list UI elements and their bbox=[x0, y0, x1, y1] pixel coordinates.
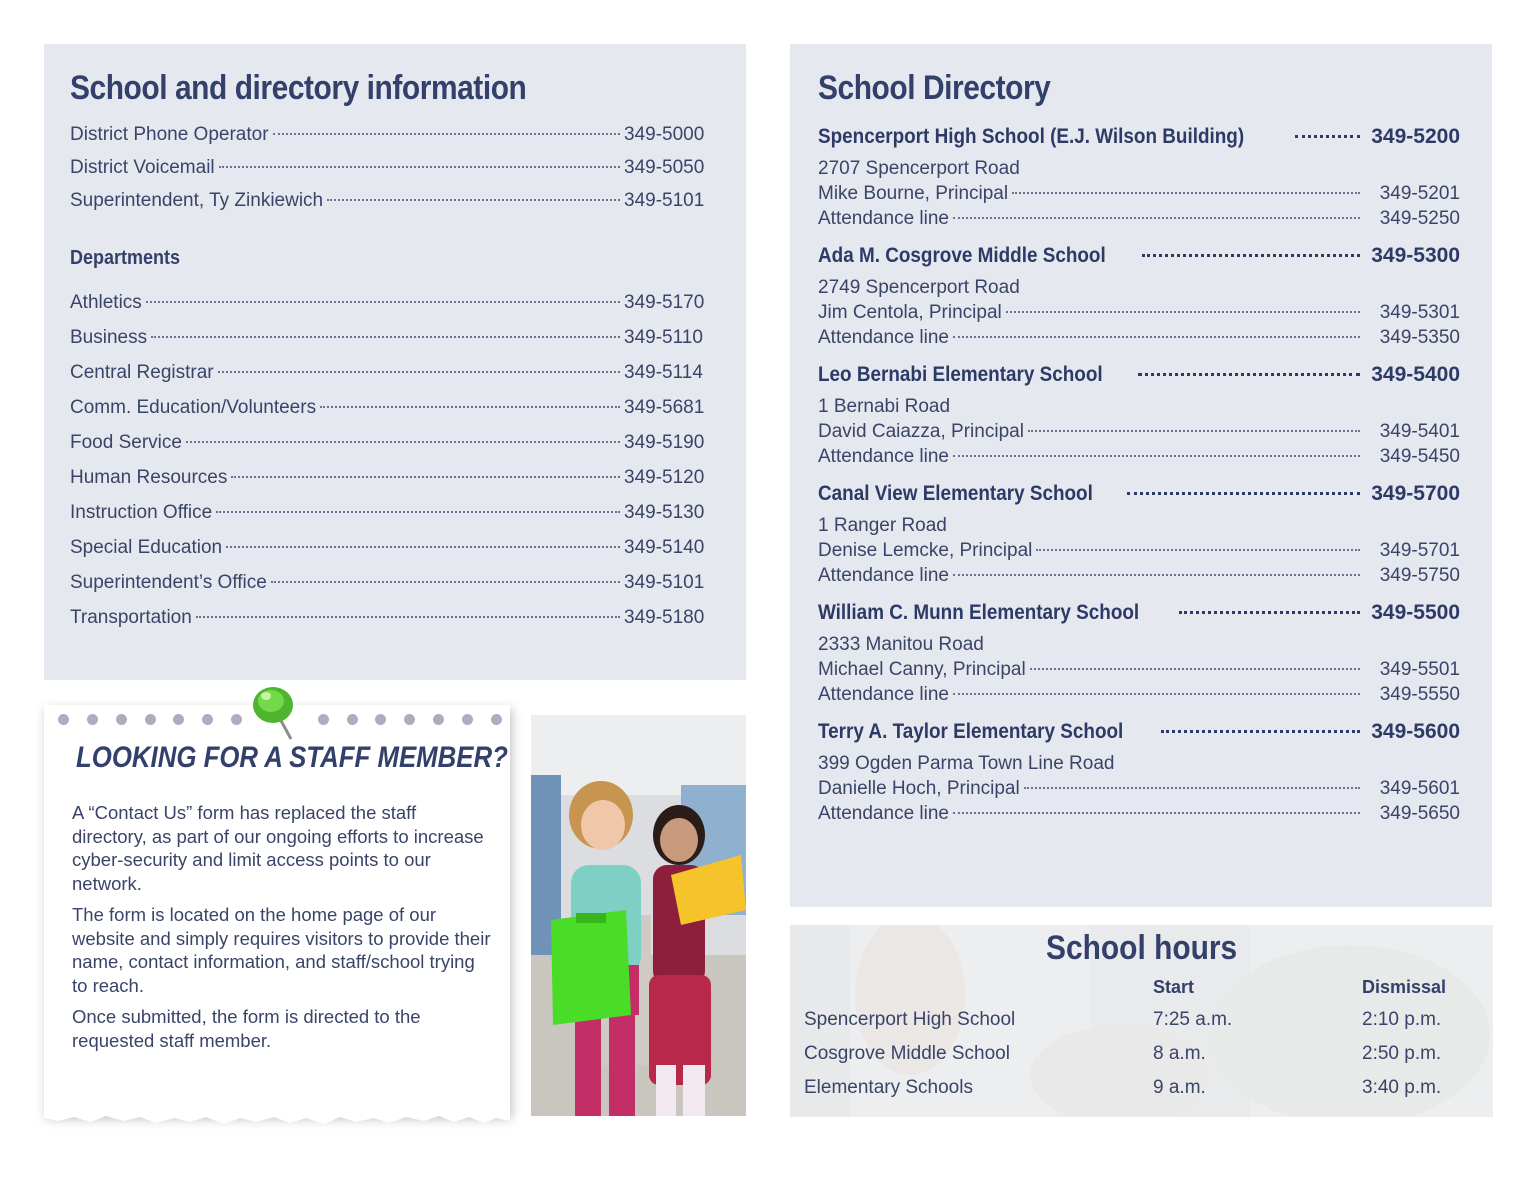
school-heading bbox=[818, 596, 1460, 630]
attendance-phone: 349-5350 bbox=[1379, 327, 1460, 348]
department-label: Central Registrar bbox=[70, 362, 214, 383]
attendance-label: Attendance line bbox=[818, 208, 949, 229]
contact-label: District Voicemail bbox=[70, 157, 215, 178]
school-address: 2749 Spencerport Road bbox=[818, 277, 1020, 298]
department-row bbox=[70, 355, 718, 390]
ring-hole bbox=[375, 714, 386, 725]
attendance-label: Attendance line bbox=[818, 803, 949, 824]
dot-leader bbox=[953, 455, 1360, 457]
school-phone: 349-5500 bbox=[1371, 601, 1460, 624]
department-row bbox=[70, 425, 718, 460]
attendance-row bbox=[818, 325, 1460, 350]
attendance-row bbox=[818, 682, 1460, 707]
ring-hole bbox=[231, 714, 242, 725]
contact-label: District Phone Operator bbox=[70, 124, 269, 145]
dot-leader bbox=[1012, 192, 1360, 194]
school-heading bbox=[818, 239, 1460, 273]
ring-hole bbox=[116, 714, 127, 725]
department-label: Transportation bbox=[70, 607, 192, 628]
attendance-row bbox=[818, 563, 1460, 588]
dot-leader bbox=[219, 166, 620, 168]
principal-row bbox=[818, 181, 1460, 206]
dot-leader bbox=[1295, 135, 1360, 138]
department-phone: 349-5110 bbox=[624, 327, 703, 348]
ring-hole bbox=[318, 714, 329, 725]
dot-leader bbox=[953, 217, 1360, 219]
hours-row bbox=[804, 1043, 1484, 1076]
department-row bbox=[70, 285, 718, 320]
departments-heading: Departments bbox=[70, 247, 181, 269]
attendance-phone: 349-5550 bbox=[1379, 684, 1460, 705]
school-address: 1 Bernabi Road bbox=[818, 396, 951, 417]
dot-leader bbox=[320, 406, 620, 408]
attendance-label: Attendance line bbox=[818, 446, 949, 467]
department-row bbox=[70, 530, 718, 565]
attendance-phone: 349-5750 bbox=[1379, 565, 1460, 586]
hours-start: 8 a.m. bbox=[1153, 1043, 1206, 1064]
principal-name: Danielle Hoch, Principal bbox=[818, 778, 1020, 799]
school-entry bbox=[818, 120, 1460, 231]
department-label: Comm. Education/Volunteers bbox=[70, 397, 317, 418]
department-phone: 349-5101 bbox=[624, 572, 705, 593]
principal-phone: 349-5701 bbox=[1379, 540, 1460, 561]
dot-leader bbox=[271, 581, 620, 583]
department-label: Instruction Office bbox=[70, 502, 213, 523]
contact-label: Superintendent, Ty Zinkiewich bbox=[70, 190, 324, 211]
department-row bbox=[70, 565, 718, 600]
principal-phone: 349-5601 bbox=[1379, 778, 1460, 799]
attendance-label: Attendance line bbox=[818, 684, 949, 705]
school-name: William C. Munn Elementary School bbox=[818, 601, 1140, 624]
ring-hole bbox=[347, 714, 358, 725]
school-entry bbox=[818, 358, 1460, 469]
principal-row bbox=[818, 419, 1460, 444]
dot-leader bbox=[146, 301, 620, 303]
department-row bbox=[70, 460, 718, 495]
department-phone: 349-5114 bbox=[624, 362, 703, 383]
hours-school: Cosgrove Middle School bbox=[804, 1043, 1010, 1064]
dot-leader bbox=[1030, 668, 1360, 670]
hours-start: 9 a.m. bbox=[1153, 1077, 1206, 1098]
school-heading bbox=[818, 715, 1460, 749]
department-row bbox=[70, 495, 718, 530]
contact-phone: 349-5101 bbox=[624, 190, 705, 211]
attendance-row bbox=[818, 444, 1460, 469]
dot-leader bbox=[953, 336, 1360, 338]
principal-phone: 349-5401 bbox=[1379, 421, 1460, 442]
pushpin-icon bbox=[249, 683, 305, 743]
principal-name: Denise Lemcke, Principal bbox=[818, 540, 1033, 561]
department-phone: 349-5130 bbox=[624, 502, 705, 523]
school-name: Terry A. Taylor Elementary School bbox=[818, 720, 1124, 743]
school-name: Ada M. Cosgrove Middle School bbox=[818, 244, 1106, 267]
contact-row bbox=[70, 118, 718, 151]
department-phone: 349-5180 bbox=[624, 607, 705, 628]
department-phone: 349-5170 bbox=[624, 292, 705, 313]
ring-hole bbox=[145, 714, 156, 725]
school-name: Spencerport High School (E.J. Wilson Building) bbox=[818, 125, 1245, 148]
ring-hole bbox=[202, 714, 213, 725]
attendance-row bbox=[818, 801, 1460, 826]
principal-row bbox=[818, 657, 1460, 682]
dot-leader bbox=[216, 511, 620, 513]
start-column-header: Start bbox=[1153, 977, 1195, 997]
school-address: 399 Ogden Parma Town Line Road bbox=[818, 753, 1115, 774]
district-info-panel bbox=[44, 44, 746, 680]
dot-leader bbox=[953, 693, 1360, 695]
attendance-phone: 349-5650 bbox=[1379, 803, 1460, 824]
department-label: Human Resources bbox=[70, 467, 228, 488]
contact-phone: 349-5050 bbox=[624, 157, 705, 178]
staff-note-body bbox=[72, 801, 492, 1060]
staff-note-paragraph: Once submitted, the form is directed to the requested staff member. bbox=[72, 1006, 421, 1051]
school-entry bbox=[818, 715, 1460, 826]
department-label: Special Education bbox=[70, 537, 223, 558]
school-entry bbox=[818, 596, 1460, 707]
department-phone: 349-5190 bbox=[624, 432, 705, 453]
school-directory-panel bbox=[790, 44, 1492, 907]
principal-phone: 349-5501 bbox=[1379, 659, 1460, 680]
staff-member-note bbox=[44, 705, 510, 1115]
school-address: 2333 Manitou Road bbox=[818, 634, 984, 655]
attendance-label: Attendance line bbox=[818, 565, 949, 586]
attendance-label: Attendance line bbox=[818, 327, 949, 348]
school-phone: 349-5200 bbox=[1371, 125, 1460, 148]
contact-row bbox=[70, 184, 718, 217]
attendance-phone: 349-5250 bbox=[1379, 208, 1460, 229]
school-phone: 349-5700 bbox=[1371, 482, 1460, 505]
torn-paper-edge bbox=[44, 1099, 510, 1129]
students-photo bbox=[531, 715, 746, 1116]
ring-hole bbox=[404, 714, 415, 725]
hours-dismissal: 3:40 p.m. bbox=[1362, 1077, 1442, 1098]
department-row bbox=[70, 600, 718, 635]
hours-row bbox=[804, 1077, 1484, 1110]
department-label: Athletics bbox=[70, 292, 142, 313]
district-contacts-list bbox=[70, 118, 718, 217]
department-phone: 349-5681 bbox=[624, 397, 705, 418]
ring-hole bbox=[87, 714, 98, 725]
dot-leader bbox=[186, 441, 620, 443]
dot-leader bbox=[273, 133, 620, 135]
dot-leader bbox=[1142, 254, 1360, 257]
school-address: 2707 Spencerport Road bbox=[818, 158, 1020, 179]
dot-leader bbox=[196, 616, 620, 618]
hours-title-text: School hours bbox=[1045, 929, 1238, 967]
school-phone: 349-5600 bbox=[1371, 720, 1460, 743]
school-heading bbox=[818, 477, 1460, 511]
staff-note-paragraph: A “Contact Us” form has replaced the staff directory, as part of our ongoing efforts to increase cyber-security and limit access points to our network. bbox=[72, 802, 484, 894]
principal-row bbox=[818, 300, 1460, 325]
dot-leader bbox=[1138, 373, 1360, 376]
dot-leader bbox=[1028, 430, 1360, 432]
contact-row bbox=[70, 151, 718, 184]
school-name: Leo Bernabi Elementary School bbox=[818, 363, 1103, 386]
school-phone: 349-5300 bbox=[1371, 244, 1460, 267]
dismissal-column-header: Dismissal bbox=[1362, 977, 1447, 997]
department-phone: 349-5140 bbox=[624, 537, 705, 558]
dot-leader bbox=[953, 574, 1360, 576]
ring-hole bbox=[491, 714, 502, 725]
ring-hole bbox=[462, 714, 473, 725]
contact-phone: 349-5000 bbox=[624, 124, 705, 145]
dot-leader bbox=[1036, 549, 1360, 551]
school-hours-panel bbox=[790, 925, 1493, 1117]
staff-note-title: LOOKING FOR A STAFF MEMBER? bbox=[76, 741, 508, 774]
school-entry bbox=[818, 477, 1460, 588]
principal-name: Mike Bourne, Principal bbox=[818, 183, 1009, 204]
principal-row bbox=[818, 538, 1460, 563]
dot-leader bbox=[953, 812, 1360, 814]
school-entry bbox=[818, 239, 1460, 350]
ring-hole bbox=[58, 714, 69, 725]
ring-hole bbox=[173, 714, 184, 725]
school-list bbox=[818, 120, 1460, 826]
school-heading bbox=[818, 358, 1460, 392]
principal-phone: 349-5201 bbox=[1379, 183, 1460, 204]
department-label: Superintendent’s Office bbox=[70, 572, 267, 593]
school-address: 1 Ranger Road bbox=[818, 515, 947, 536]
attendance-row bbox=[818, 206, 1460, 231]
staff-note-paragraph: The form is located on the home page of our website and simply requires visitors to provide their name, contact information, and staff/school trying to reach. bbox=[72, 904, 491, 996]
school-phone: 349-5400 bbox=[1371, 363, 1460, 386]
hours-school: Spencerport High School bbox=[804, 1009, 1016, 1030]
dot-leader bbox=[1006, 311, 1360, 313]
school-name: Canal View Elementary School bbox=[818, 482, 1093, 505]
principal-row bbox=[818, 776, 1460, 801]
department-row bbox=[70, 390, 718, 425]
attendance-phone: 349-5450 bbox=[1379, 446, 1460, 467]
principal-name: David Caiazza, Principal bbox=[818, 421, 1024, 442]
department-label: Business bbox=[70, 327, 148, 348]
hours-start: 7:25 a.m. bbox=[1153, 1009, 1233, 1030]
departments-list bbox=[70, 285, 718, 635]
principal-name: Michael Canny, Principal bbox=[818, 659, 1026, 680]
department-row bbox=[70, 320, 718, 355]
dot-leader bbox=[1127, 492, 1360, 495]
school-heading bbox=[818, 120, 1460, 154]
hours-school: Elementary Schools bbox=[804, 1077, 973, 1098]
dot-leader bbox=[218, 371, 620, 373]
principal-name: Jim Centola, Principal bbox=[818, 302, 1002, 323]
dot-leader bbox=[1024, 787, 1360, 789]
dot-leader bbox=[327, 199, 620, 201]
panel-title: School Directory bbox=[818, 69, 1051, 107]
dot-leader bbox=[1179, 611, 1360, 614]
hours-dismissal: 2:10 p.m. bbox=[1362, 1009, 1442, 1030]
dot-leader bbox=[1161, 730, 1360, 733]
ring-hole bbox=[433, 714, 444, 725]
principal-phone: 349-5301 bbox=[1379, 302, 1460, 323]
hours-title bbox=[790, 929, 1493, 968]
dot-leader bbox=[151, 336, 620, 338]
dot-leader bbox=[226, 546, 620, 548]
panel-title: School and directory information bbox=[70, 69, 527, 107]
hours-dismissal: 2:50 p.m. bbox=[1362, 1043, 1442, 1064]
hours-row bbox=[804, 1009, 1484, 1042]
department-phone: 349-5120 bbox=[624, 467, 705, 488]
dot-leader bbox=[231, 476, 620, 478]
department-label: Food Service bbox=[70, 432, 182, 453]
